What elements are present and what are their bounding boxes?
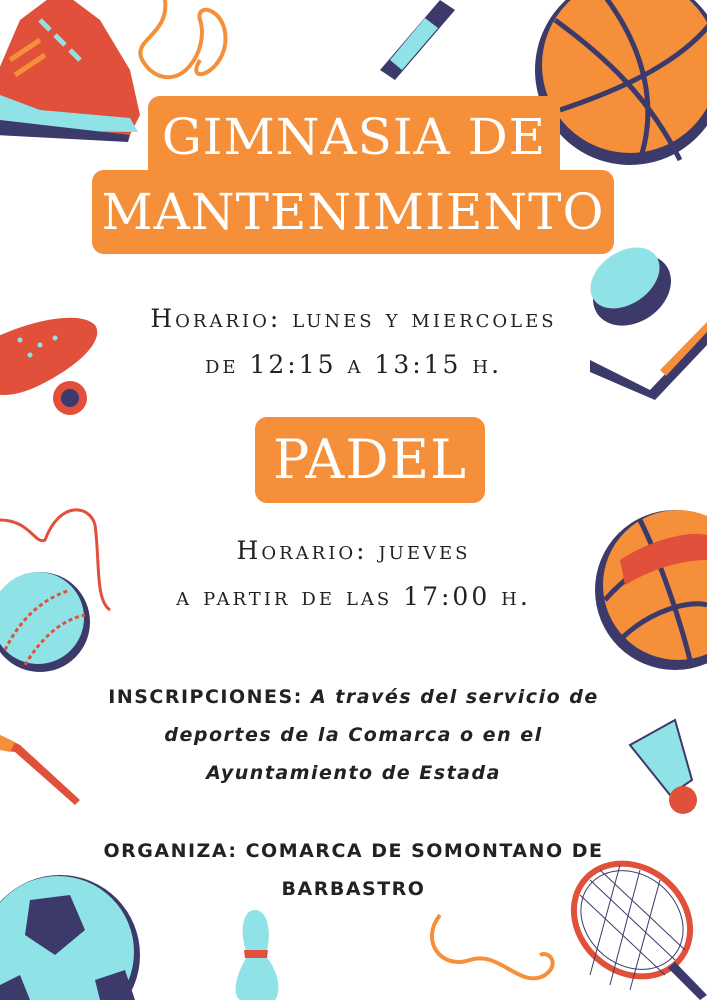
inscripciones-text-1: A través del servicio de — [310, 686, 599, 708]
ribbon-icon — [140, 0, 225, 77]
title-box-line2 — [92, 170, 614, 254]
inscripciones-block — [0, 678, 707, 792]
schedule-padel-days: Horario: jueves — [236, 536, 471, 565]
organiza-line2: BARBASTRO — [281, 878, 426, 900]
inscripciones-label: INSCRIPCIONES: — [108, 686, 303, 708]
bowling-pin-icon — [236, 910, 279, 1000]
schedule-gimnasia-days: Horario: lunes y miercoles — [150, 304, 557, 333]
basketball-icon — [535, 0, 707, 165]
organiza-line1: ORGANIZA: COMARCA DE SOMONTANO DE — [103, 840, 604, 862]
bat-icon — [380, 0, 455, 80]
inscripciones-text-2: deportes de la Comarca o en el — [164, 724, 543, 746]
schedule-padel-hours: a partir de las 17:00 h. — [176, 582, 531, 611]
schedule-padel — [0, 528, 707, 620]
schedule-gimnasia-hours: de 12:15 a 13:15 h. — [204, 350, 503, 379]
ribbon-bottom-icon — [432, 915, 553, 978]
organiza-block — [0, 832, 707, 908]
padel-title: PADEL — [273, 428, 467, 491]
title-line2: MANTENIMIENTO — [101, 183, 605, 241]
schedule-gimnasia — [0, 296, 707, 388]
inscripciones-text-3: Ayuntamiento de Estada — [206, 762, 501, 784]
padel-title-box — [255, 417, 485, 503]
inscripciones-line1 — [0, 678, 707, 716]
sneaker-icon — [0, 0, 140, 142]
title-line1: GIMNASIA DE — [161, 108, 547, 166]
